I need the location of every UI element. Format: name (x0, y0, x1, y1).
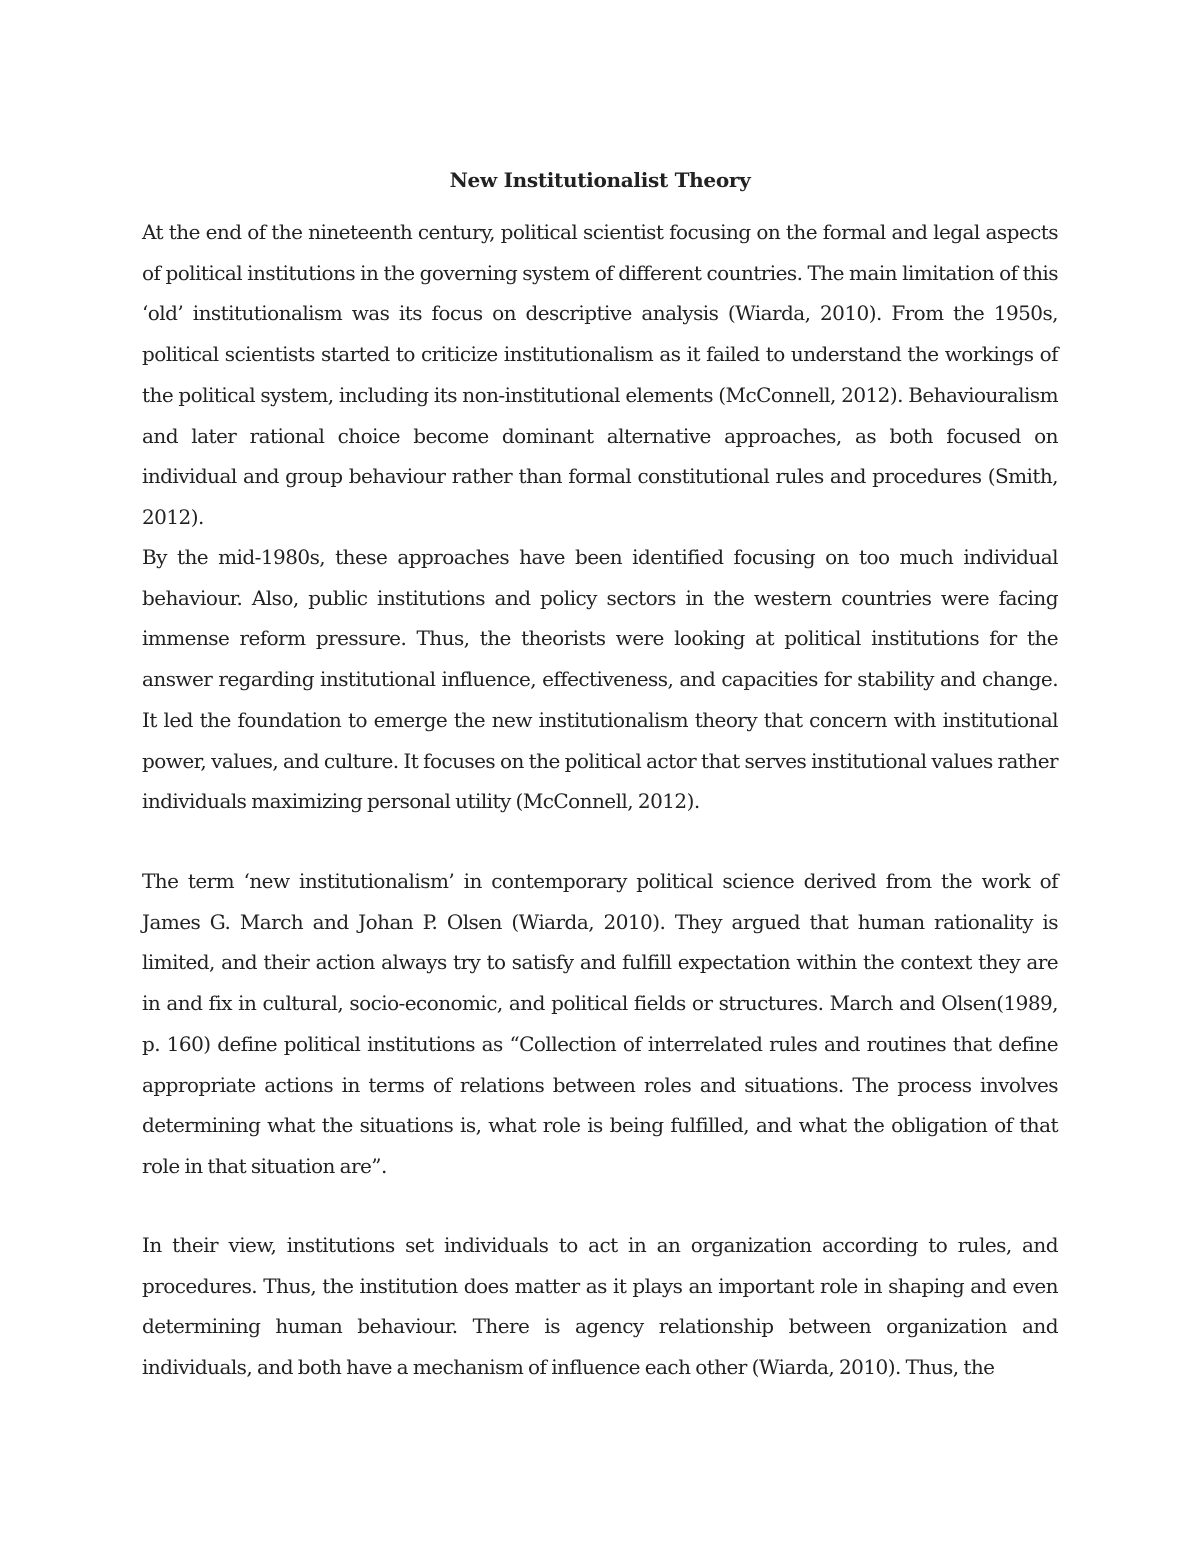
document-title: New Institutionalist Theory (449, 168, 751, 192)
paragraph-4: In their view, institutions set individuals to act in an organization according to rules, and procedures. Thus, the institution does matter as it plays an important role in shaping and even determining human behaviour. There is agency relationship between organization and individuals, and both have a mechanism of influence each other (Wiarda, 2010). Thus, the (142, 1233, 1058, 1380)
paragraph-1: At the end of the nineteenth century, political scientist focusing on the formal and legal aspects of political institutions in the governing system of different countries. The main limitation of this ‘old’ institutionalism was its focus on descriptive analysis (Wiarda, 2010). From the 1950s, political scientists started to criticize institutionalism as it failed to understand the workings of the political system, including its non-institutional elements (McConnell, 2012). Behaviouralism and later rational choice become dominant alternative approaches, as both focused on individual and group behaviour rather than formal constitutional rules and procedures (Smith, 2012). (142, 220, 1058, 529)
paragraph-2: By the mid-1980s, these approaches have been identified focusing on too much individual behaviour. Also, public institutions and policy sectors in the western countries were facing immense reform pressure. Thus, the theorists were looking at political institutions for the answer regarding institutional influence, effectiveness, and capacities for stability and change. It led the foundation to emerge the new institutionalism theory that concern with institutional power, values, and culture. It focuses on the political actor that serves institutional values rather individuals maximizing personal utility (McConnell, 2012). (142, 545, 1058, 814)
paragraph-3: The term ‘new institutionalism’ in contemporary political science derived from the work of James G. March and Johan P. Olsen (Wiarda, 2010). They argued that human rationality is limited, and their action always try to satisfy and fulfill expectation within the context they are in and fix in cultural, socio-economic, and political fields or structures. March and Olsen(1989, p. 160) define political institutions as “Collection of interrelated rules and routines that define appropriate actions in terms of relations between roles and situations. The process involves determining what the situations is, what role is being fulfilled, and what the obligation of that role in that situation are”. (142, 869, 1058, 1178)
